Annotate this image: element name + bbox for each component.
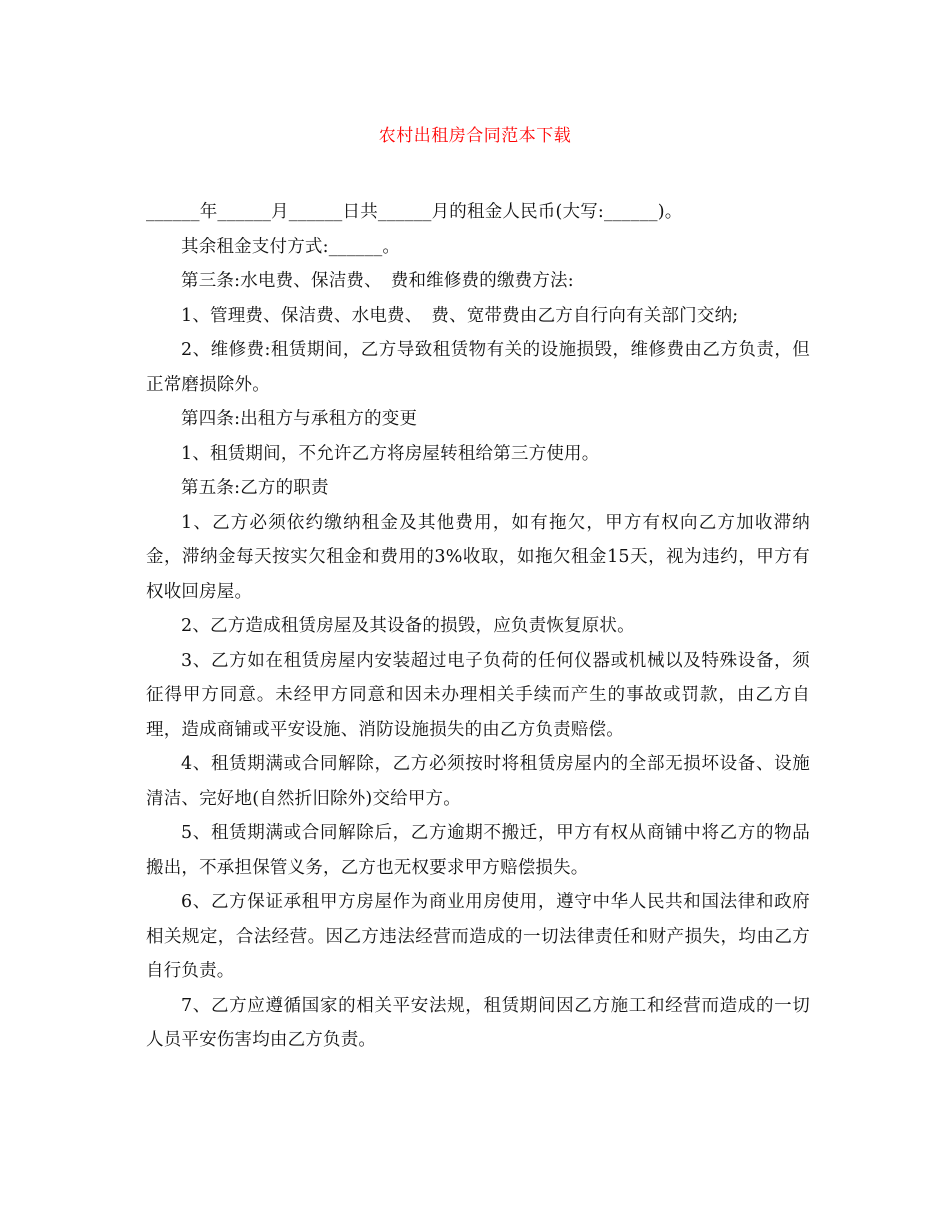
document-title: 农村出租房合同范本下载 [378,126,572,146]
document-body [146,195,810,1058]
article-five-item-6: 6、乙方保证承租甲方房屋作为商业用房使用，遵守中华人民共和国法律和政府相关规定，合法经营。因乙方违法经营而造成的一切法律责任和财产损失，均由乙方自行负责。 [146,892,810,981]
article-five-item-2: 2、乙方造成租赁房屋及其设备的损毁，应负责恢复原状。 [181,616,635,636]
article-five-item-7: 7、乙方应遵循国家的相关平安法规，租赁期间因乙方施工和经营而造成的一切人员平安伤害均由乙方负责。 [146,995,810,1050]
article-five-item-5: 5、租赁期满或合同解除后，乙方逾期不搬迁，甲方有权从商铺中将乙方的物品搬出，不承担保管义务，乙方也无权要求甲方赔偿损失。 [146,823,810,878]
article-five-item-1: 1、乙方必须依约缴纳租金及其他费用，如有拖欠，甲方有权向乙方加收滞纳金，滞纳金每天按实欠租金和费用的3%收取，如拖欠租金15天，视为违约，甲方有权收回房屋。 [146,512,810,602]
article-four-item-1: 1、租赁期间，不允许乙方将房屋转租给第三方使用。 [181,443,600,464]
article-three-heading: 第三条:水电费、保洁费、 费和维修费的缴费方法: [181,271,574,291]
article-five-item-4: 4、租赁期满或合同解除，乙方必须按时将租赁房屋内的全部无损坏设备、设施清洁、完好地(自然折旧除外)交给甲方。 [146,754,810,809]
article-three-item-2: 2、维修费:租赁期间，乙方导致租赁物有关的设施损毁，维修费由乙方负责，但正常磨损除外。 [146,340,810,395]
article-three-item-1: 1、管理费、保洁费、水电费、 费、宽带费由乙方自行向有关部门交纳; [181,305,739,326]
remaining-rent-method: 其余租金支付方式:______。 [181,236,401,257]
rent-payment-line: ______年______月______日共______月的租金人民币(大写:______)。 [146,202,683,222]
article-four-heading: 第四条:出租方与承租方的变更 [181,409,418,429]
article-five-heading: 第五条:乙方的职责 [181,478,329,498]
article-five-item-3: 3、乙方如在租赁房屋内安装超过电子负荷的任何仪器或机械以及特殊设备，须征得甲方同意。未经甲方同意和因未办理相关手续而产生的事故或罚款，由乙方自理，造成商铺或平安设施、消防设施损失的由乙方负责赔偿。 [146,650,810,740]
